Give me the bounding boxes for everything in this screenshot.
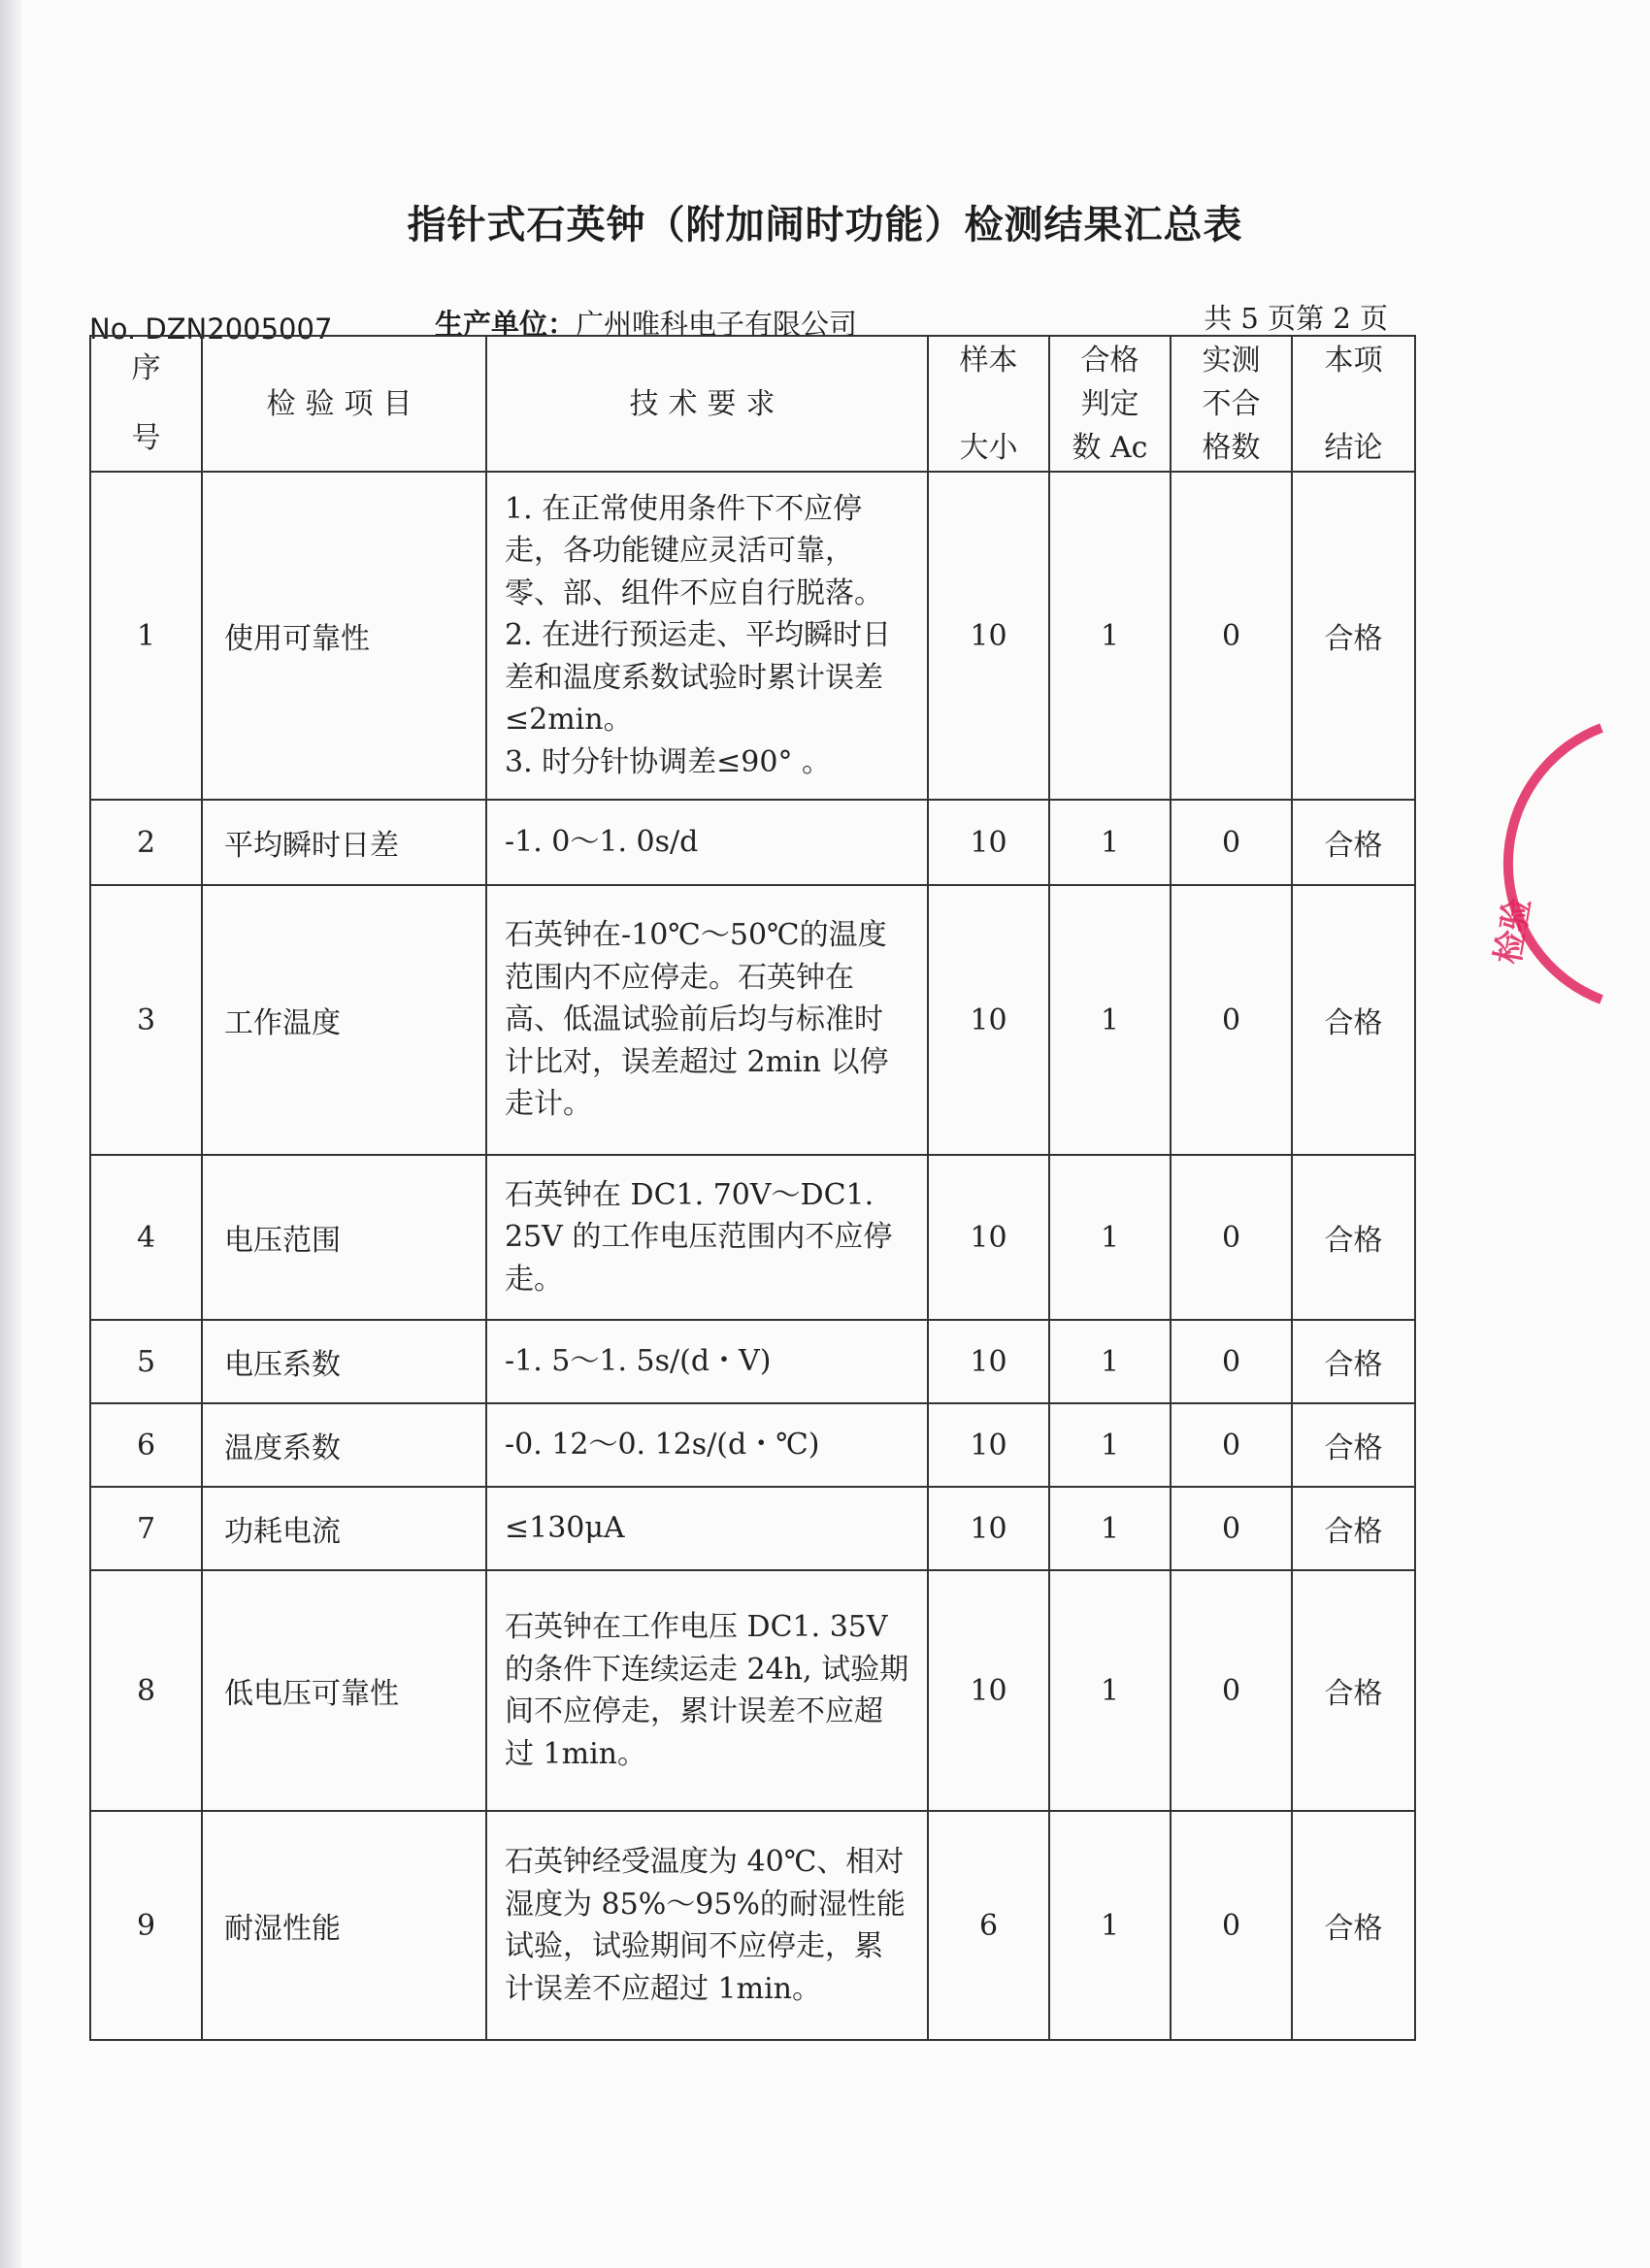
cell-sample-size: 10 bbox=[928, 1320, 1049, 1403]
header-seq bbox=[90, 336, 202, 472]
cell-defects: 0 bbox=[1171, 1487, 1292, 1570]
stamp-text: 检验 bbox=[1488, 895, 1539, 968]
header-conclusion: 本项 结论 bbox=[1292, 336, 1415, 472]
cell-defects: 0 bbox=[1171, 800, 1292, 885]
table-header-row bbox=[90, 336, 1415, 472]
cell-seq: 3 bbox=[90, 885, 202, 1155]
results-table bbox=[89, 335, 1416, 2041]
cell-sample-size: 10 bbox=[928, 800, 1049, 885]
cell-ac: 1 bbox=[1049, 1811, 1171, 2040]
producer-name: 广州唯科电子有限公司 bbox=[576, 308, 858, 341]
cell-item: 耐湿性能 bbox=[202, 1811, 486, 2040]
cell-requirement: ≤130μA bbox=[486, 1487, 928, 1570]
cell-defects: 0 bbox=[1171, 1403, 1292, 1487]
cell-sample-size: 10 bbox=[928, 1155, 1049, 1320]
cell-requirement: 1. 在正常使用条件下不应停走，各功能键应灵活可靠，零、部、组件不应自行脱落。 2. 在进行预运走、平均瞬时日差和温度系数试验时累计误差≤2min。 3. 时分针协调差≤90° 。 bbox=[486, 472, 928, 800]
table-row bbox=[90, 885, 1415, 1155]
page-indicator: 共 5 页第 2 页 bbox=[1204, 302, 1388, 335]
cell-item: 电压系数 bbox=[202, 1320, 486, 1403]
cell-ac: 1 bbox=[1049, 800, 1171, 885]
header-item: 检验项目 bbox=[202, 336, 486, 472]
report-number: No. DZN2005007 bbox=[89, 312, 333, 345]
producer-label: 生产单位： bbox=[435, 308, 577, 341]
cell-defects: 0 bbox=[1171, 1811, 1292, 2040]
cell-requirement: -0. 12～0. 12s/(d・℃) bbox=[486, 1403, 928, 1487]
table-row bbox=[90, 472, 1415, 800]
cell-requirement: 石英钟在-10℃～50℃的温度范围内不应停走。石英钟在高、低温试验前后均与标准时计比对，误差超过 2min 以停走计。 bbox=[486, 885, 928, 1155]
cell-defects: 0 bbox=[1171, 1570, 1292, 1811]
table-row bbox=[90, 1487, 1415, 1570]
inspection-stamp bbox=[1436, 718, 1611, 1009]
cell-ac: 1 bbox=[1049, 1403, 1171, 1487]
cell-seq: 8 bbox=[90, 1570, 202, 1811]
header-requirement: 技术要求 bbox=[486, 336, 928, 472]
cell-conclusion: 合格 bbox=[1292, 1403, 1415, 1487]
cell-seq: 1 bbox=[90, 472, 202, 800]
header-seq-top: 序 bbox=[131, 351, 161, 385]
table-row bbox=[90, 1570, 1415, 1811]
cell-sample-size: 6 bbox=[928, 1811, 1049, 2040]
page-title: 指针式石英钟（附加闹时功能）检测结果汇总表 bbox=[407, 203, 1243, 247]
header-ac: 合格 判定 数 Ac bbox=[1049, 336, 1171, 472]
cell-item: 工作温度 bbox=[202, 885, 486, 1155]
cell-defects: 0 bbox=[1171, 885, 1292, 1155]
header-defects: 实测 不合 格数 bbox=[1171, 336, 1292, 472]
cell-sample-size: 10 bbox=[928, 1570, 1049, 1811]
cell-requirement: -1. 5～1. 5s/(d・V) bbox=[486, 1320, 928, 1403]
table-row bbox=[90, 1403, 1415, 1487]
cell-conclusion: 合格 bbox=[1292, 472, 1415, 800]
scan-edge-shadow bbox=[0, 0, 21, 2268]
cell-sample-size: 10 bbox=[928, 472, 1049, 800]
cell-item: 使用可靠性 bbox=[202, 472, 486, 800]
cell-requirement: 石英钟在 DC1. 70V～DC1. 25V 的工作电压范围内不应停走。 bbox=[486, 1155, 928, 1320]
header-sample-size: 样本 大小 bbox=[928, 336, 1049, 472]
cell-item: 低电压可靠性 bbox=[202, 1570, 486, 1811]
cell-seq: 2 bbox=[90, 800, 202, 885]
cell-item: 温度系数 bbox=[202, 1403, 486, 1487]
cell-item: 电压范围 bbox=[202, 1155, 486, 1320]
cell-sample-size: 10 bbox=[928, 1403, 1049, 1487]
cell-seq: 6 bbox=[90, 1403, 202, 1487]
table-row bbox=[90, 1320, 1415, 1403]
cell-conclusion: 合格 bbox=[1292, 1155, 1415, 1320]
cell-ac: 1 bbox=[1049, 472, 1171, 800]
cell-requirement: -1. 0～1. 0s/d bbox=[486, 800, 928, 885]
cell-seq: 7 bbox=[90, 1487, 202, 1570]
cell-ac: 1 bbox=[1049, 885, 1171, 1155]
cell-requirement: 石英钟经受温度为 40℃、相对湿度为 85%～95%的耐湿性能试验，试验期间不应停走，累计误差不应超过 1min。 bbox=[486, 1811, 928, 2040]
cell-conclusion: 合格 bbox=[1292, 1487, 1415, 1570]
cell-conclusion: 合格 bbox=[1292, 885, 1415, 1155]
cell-ac: 1 bbox=[1049, 1487, 1171, 1570]
cell-conclusion: 合格 bbox=[1292, 800, 1415, 885]
cell-requirement: 石英钟在工作电压 DC1. 35V 的条件下连续运走 24h, 试验期间不应停走，累计误差不应超过 1min。 bbox=[486, 1570, 928, 1811]
cell-seq: 4 bbox=[90, 1155, 202, 1320]
cell-conclusion: 合格 bbox=[1292, 1811, 1415, 2040]
cell-defects: 0 bbox=[1171, 472, 1292, 800]
cell-seq: 5 bbox=[90, 1320, 202, 1403]
table-row bbox=[90, 1155, 1415, 1320]
table-row bbox=[90, 800, 1415, 885]
cell-conclusion: 合格 bbox=[1292, 1320, 1415, 1403]
cell-seq: 9 bbox=[90, 1811, 202, 2040]
cell-conclusion: 合格 bbox=[1292, 1570, 1415, 1811]
table-row bbox=[90, 1811, 1415, 2040]
cell-ac: 1 bbox=[1049, 1570, 1171, 1811]
header-seq-bottom: 号 bbox=[131, 421, 161, 455]
cell-defects: 0 bbox=[1171, 1155, 1292, 1320]
cell-item: 功耗电流 bbox=[202, 1487, 486, 1570]
cell-ac: 1 bbox=[1049, 1320, 1171, 1403]
cell-sample-size: 10 bbox=[928, 1487, 1049, 1570]
cell-sample-size: 10 bbox=[928, 885, 1049, 1155]
cell-defects: 0 bbox=[1171, 1320, 1292, 1403]
cell-ac: 1 bbox=[1049, 1155, 1171, 1320]
cell-item: 平均瞬时日差 bbox=[202, 800, 486, 885]
